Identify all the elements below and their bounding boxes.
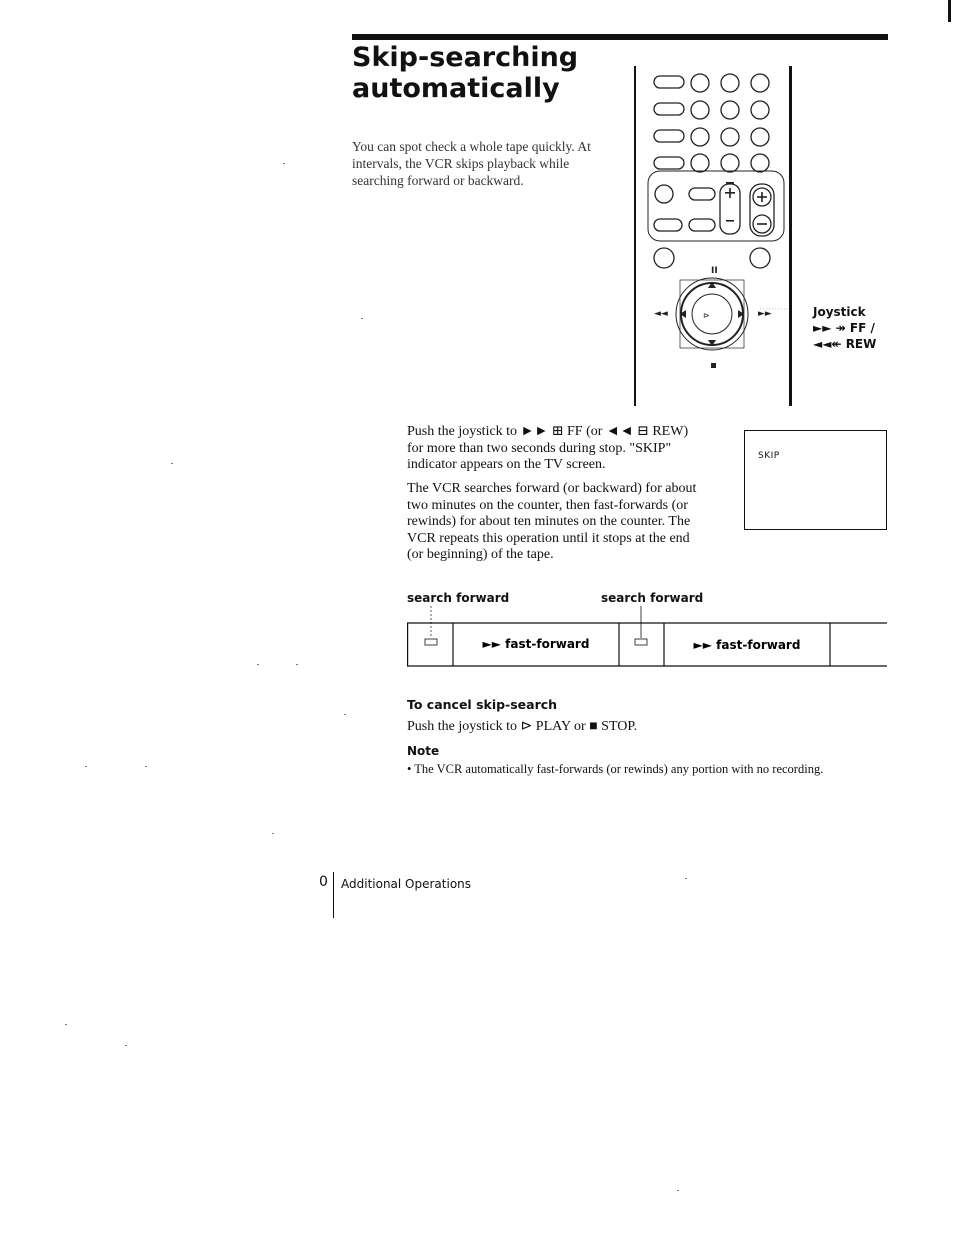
search-icon <box>635 639 647 645</box>
tv-screen-illustration <box>744 430 887 530</box>
remote-control-illustration <box>636 66 788 406</box>
key-1-button <box>691 74 709 92</box>
scan-speck <box>125 1045 127 1046</box>
scan-speck <box>283 163 285 164</box>
skip-indicator: SKIP <box>758 451 780 461</box>
remote-oval-key <box>654 76 684 88</box>
key-5-button <box>721 101 739 119</box>
key-8-button <box>721 128 739 146</box>
scan-speck <box>296 664 298 665</box>
key-9-button <box>751 128 769 146</box>
svg-text:►►: ►► <box>758 309 772 319</box>
search-forward-label-2: search forward <box>601 591 704 605</box>
ff-segment-label-1: ►► fast-forward <box>482 637 590 651</box>
joystick-label: Joystick <box>813 305 866 319</box>
footer-section-title: Additional Operations <box>341 877 472 891</box>
key-2-button <box>721 74 739 92</box>
key-4-button <box>691 101 709 119</box>
scan-speck <box>171 463 173 464</box>
joystick-button <box>692 294 732 334</box>
svg-text:⊳: ⊳ <box>703 311 710 320</box>
search-forward-label-1: search forward <box>407 591 510 605</box>
key-7-button <box>691 128 709 146</box>
page-edge-mark <box>948 0 951 22</box>
key-6-button <box>751 101 769 119</box>
ff-segment-label-2: ►► fast-forward <box>693 638 801 652</box>
title-rule <box>352 34 888 40</box>
instruction-paragraph-1: Push the joystick to ►► ⊞ FF (or ◄◄ ⊟ REW) for more than two seconds during stop. "SKIP" indicator appears on the TV screen. <box>407 424 689 472</box>
search-icon <box>425 639 437 645</box>
cancel-text: Push the joystick to ⊳ PLAY or ■ STOP. <box>407 719 638 734</box>
scan-speck <box>85 766 87 767</box>
scan-speck <box>65 1024 67 1025</box>
note-heading: Note <box>407 744 440 758</box>
scan-speck <box>361 318 363 319</box>
scan-speck <box>272 833 274 834</box>
svg-text:◄◄: ◄◄ <box>654 309 668 319</box>
scan-speck <box>257 664 259 665</box>
svg-text:II: II <box>711 266 718 276</box>
stop-icon <box>711 363 716 368</box>
joystick-callout <box>813 304 876 352</box>
ff-label: ►► ↠ FF / <box>813 321 875 335</box>
skip-search-timeline-diagram <box>407 606 889 670</box>
scan-speck <box>145 766 147 767</box>
key-3-button <box>751 74 769 92</box>
page-title: Skip-searching automatically <box>352 42 579 104</box>
footer-rule <box>333 872 334 918</box>
note-text: • The VCR automatically fast-forwards (or rewinds) any portion with no recording. <box>407 762 824 776</box>
cancel-heading: To cancel skip-search <box>407 697 558 712</box>
page-number: 0 <box>319 874 328 890</box>
scan-speck <box>677 1190 679 1191</box>
intro-paragraph: You can spot check a whole tape quickly. At intervals, the VCR skips playback while searching forward or backward. <box>352 139 591 188</box>
scan-speck <box>685 878 687 879</box>
instruction-paragraph-2: The VCR searches forward (or backward) for about two minutes on the counter, then fast-forwards (or rewinds) for about ten minutes on the counter. The VCR repeats this operation until it stops at the end (or beginning) of the tape. <box>407 481 697 562</box>
scan-speck <box>344 714 346 715</box>
key-0-button <box>721 154 739 172</box>
rew-label: ◄◄↞ REW <box>813 337 877 351</box>
remote-right-edge <box>789 66 792 406</box>
